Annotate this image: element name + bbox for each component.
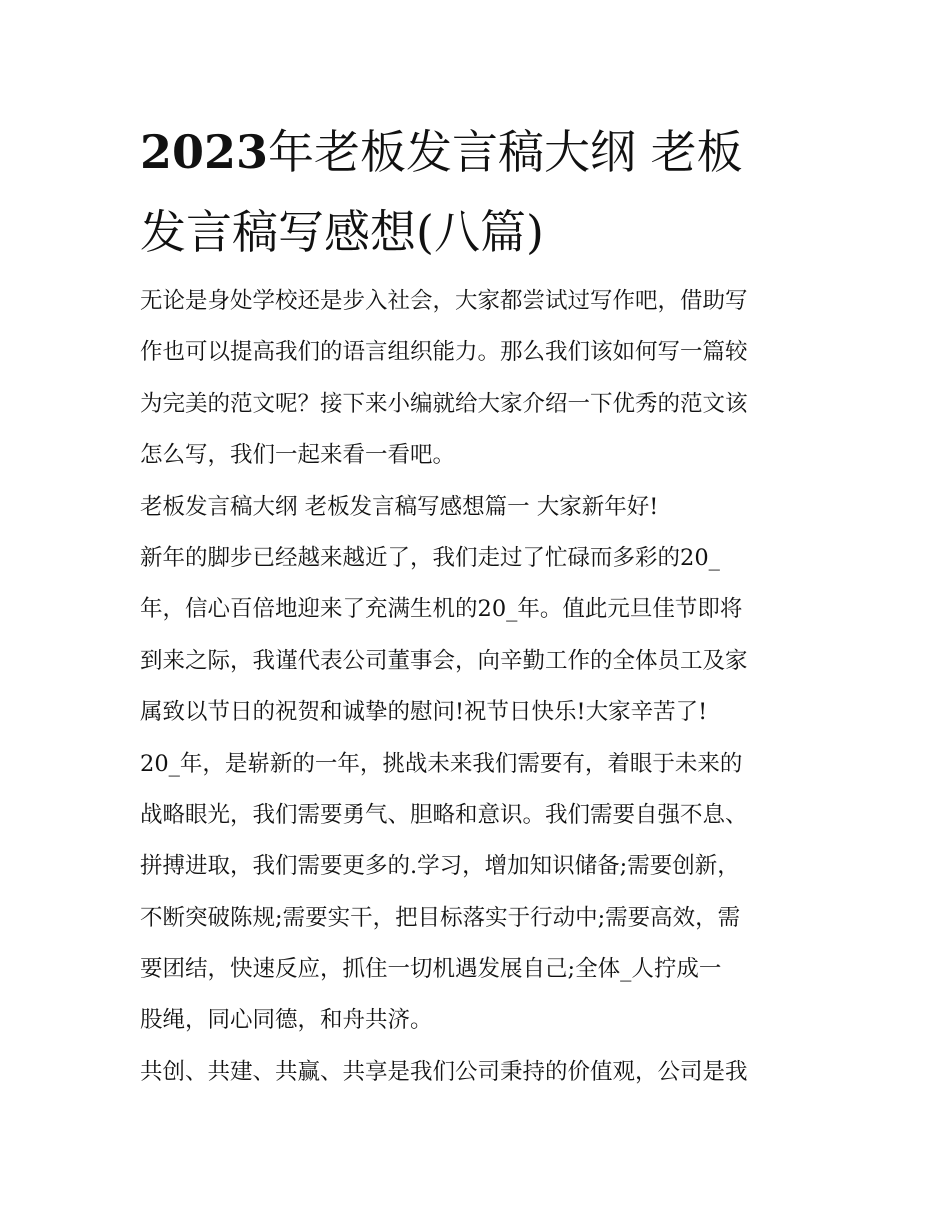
document-body	[140, 276, 815, 1098]
body-line: 20_年，是崭新的一年，挑战未来我们需要有，着眼于未来的	[140, 750, 743, 777]
body-line: 作也可以提高我们的语言组织能力。那么我们该如何写一篇较	[140, 339, 748, 366]
body-line: 年，信心百倍地迎来了充满生机的20_年。值此元旦佳节即将	[140, 596, 743, 623]
body-line: 无论是身处学校还是步入社会，大家都尝试过写作吧，借助写	[140, 288, 748, 314]
body-line: 战略眼光，我们需要勇气、胆略和意识。我们需要自强不息、	[140, 801, 748, 828]
body-line: 不断突破陈规;需要实干，把目标落实于行动中;需要高效，需	[140, 904, 741, 931]
title-year: 2023	[140, 125, 269, 179]
body-line: 要团结，快速反应，抓住一切机遇发展自己;全体_人拧成一	[140, 956, 722, 983]
body-line: 拼搏进取，我们需要更多的.学习，增加知识储备;需要创新，	[140, 853, 740, 880]
body-line: 属致以节日的祝贺和诚挚的慰问!祝节日快乐!大家辛苦了!	[140, 699, 708, 726]
section-heading-line: 老板发言稿大纲 老板发言稿写感想篇一 大家新年好!	[140, 493, 659, 520]
title-line-1	[140, 112, 820, 192]
body-line: 怎么写，我们一起来看一看吧。	[140, 442, 456, 469]
body-line: 为完美的范文呢？接下来小编就给大家介绍一下优秀的范文该	[140, 390, 748, 417]
title-line-1-text: 年老板发言稿大纲 老板	[268, 125, 743, 179]
title-line-2: 发言稿写感想(八篇)	[140, 205, 544, 259]
body-line: 股绳，同心同德，和舟共济。	[140, 1007, 433, 1034]
body-line: 新年的脚步已经越来越近了，我们走过了忙碌而多彩的20_	[140, 544, 720, 571]
body-line: 到来之际，我谨代表公司董事会，向辛勤工作的全体员工及家	[140, 647, 748, 674]
document-title	[140, 112, 820, 272]
body-line: 共创、共建、共赢、共享是我们公司秉持的价值观，公司是我	[140, 1058, 748, 1085]
